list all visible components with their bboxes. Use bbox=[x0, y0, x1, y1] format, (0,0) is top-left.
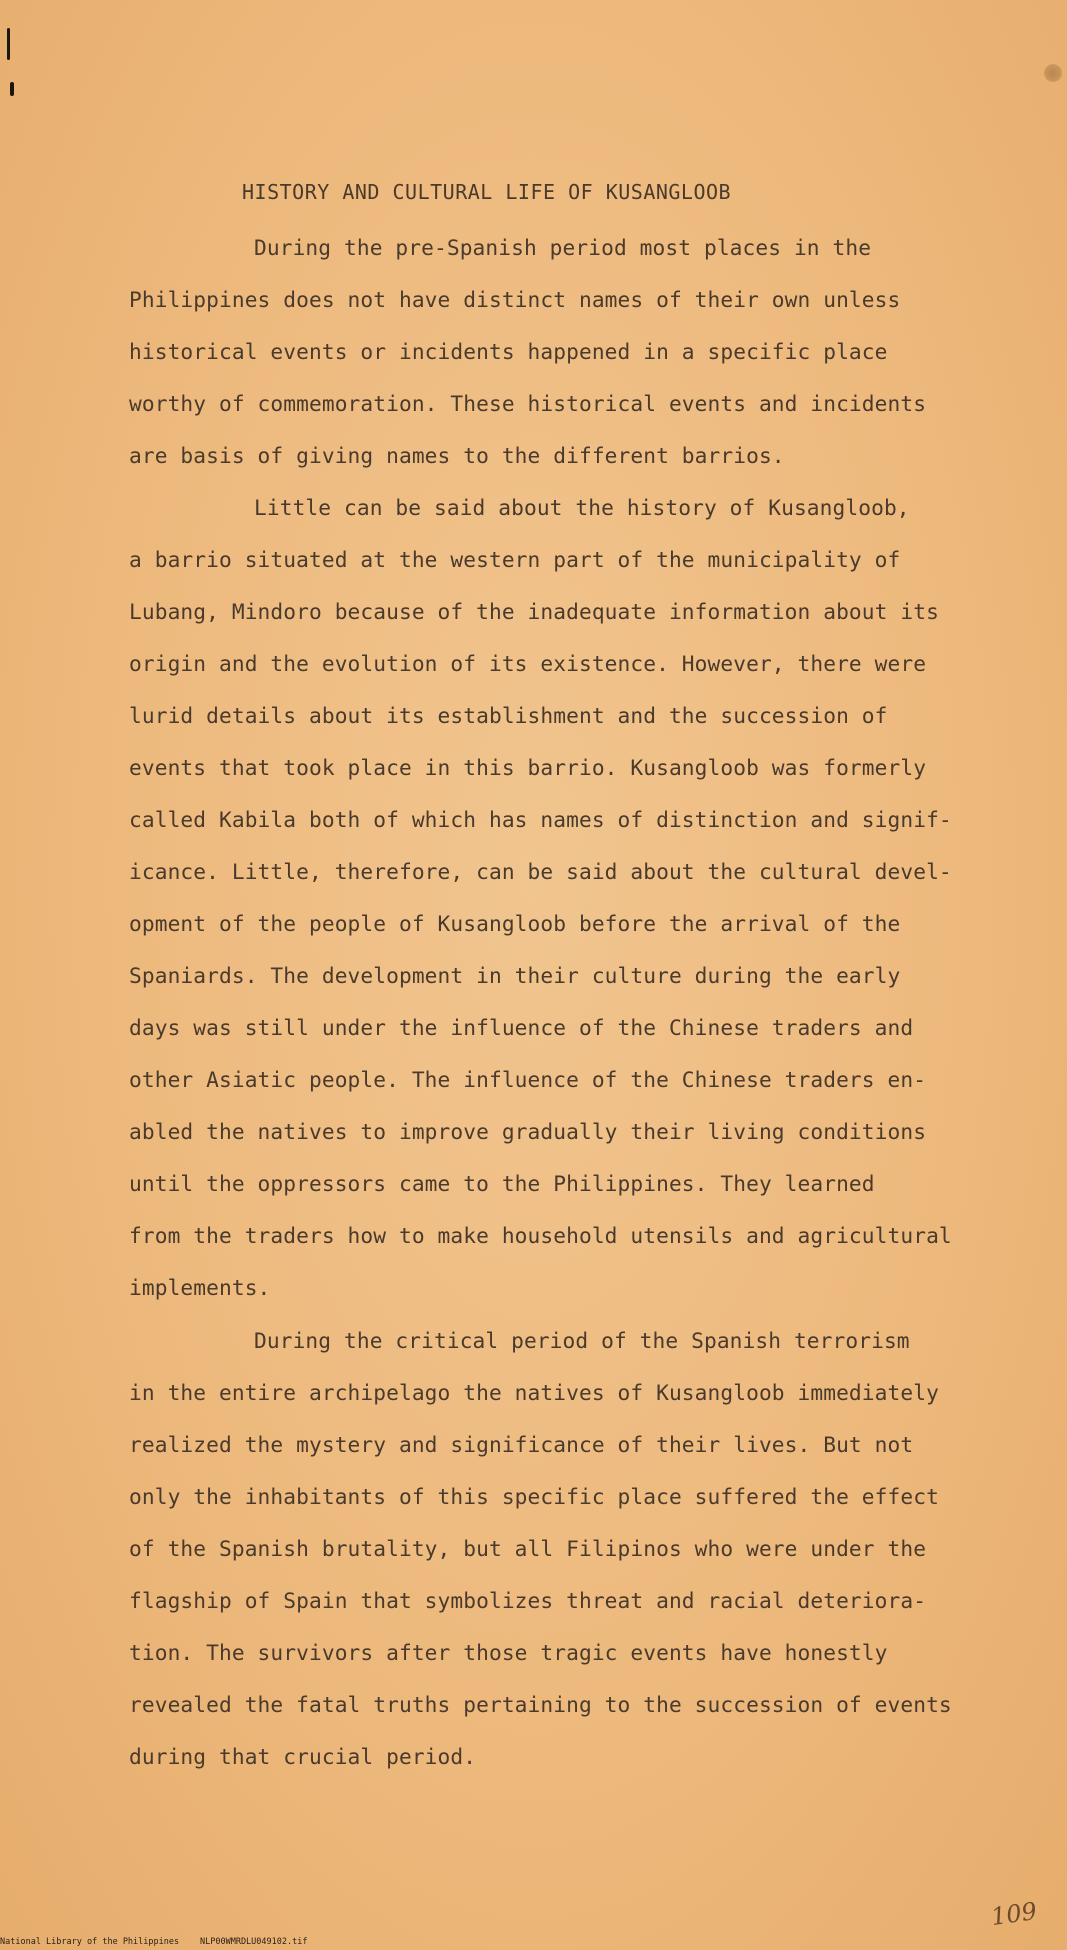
text-line: tion. The survivors after those tragic events have honestly bbox=[129, 1640, 888, 1665]
text-line: worthy of commemoration. These historical events and incidents bbox=[129, 391, 927, 416]
text-line: realized the mystery and significance of their lives. But not bbox=[129, 1432, 914, 1457]
text-line: until the oppressors came to the Philippines. They learned bbox=[129, 1171, 875, 1196]
text-line: of the Spanish brutality, but all Filipinos who were under the bbox=[129, 1536, 927, 1561]
binding-mark-top bbox=[7, 28, 10, 60]
paragraph-history-of-kusangloob bbox=[129, 482, 952, 1314]
paragraph-pre-spanish-period bbox=[129, 222, 949, 482]
text-line: During the pre-Spanish period most places in the bbox=[254, 235, 872, 260]
text-line: origin and the evolution of its existence. However, there were bbox=[129, 651, 927, 676]
text-line: revealed the fatal truths pertaining to the succession of events bbox=[129, 1692, 952, 1717]
text-line: opment of the people of Kusangloob before the arrival of the bbox=[129, 911, 901, 936]
text-line: a barrio situated at the western part of the municipality of bbox=[129, 547, 901, 572]
text-line: Little can be said about the history of Kusangloob, bbox=[254, 495, 910, 520]
text-line: lurid details about its establishment and the succession of bbox=[129, 703, 888, 728]
binding-mark-bottom bbox=[10, 82, 14, 96]
library-caption: National Library of the Philippines bbox=[0, 1937, 180, 1947]
text-line: events that took place in this barrio. Kusangloob was formerly bbox=[129, 755, 927, 780]
paper-stain bbox=[1044, 64, 1062, 82]
text-line: Spaniards. The development in their culture during the early bbox=[129, 963, 901, 988]
paragraph-spanish-terrorism bbox=[129, 1315, 952, 1783]
text-line: days was still under the influence of the Chinese traders and bbox=[129, 1015, 914, 1040]
text-line: During the critical period of the Spanish terrorism bbox=[254, 1328, 910, 1353]
handwritten-page-number: 109 bbox=[989, 1896, 1039, 1932]
text-line: other Asiatic people. The influence of the Chinese traders en- bbox=[129, 1067, 927, 1092]
text-line: in the entire archipelago the natives of Kusangloob immediately bbox=[129, 1380, 939, 1405]
text-line: flagship of Spain that symbolizes threat and racial deteriora- bbox=[129, 1588, 927, 1613]
text-line: Lubang, Mindoro because of the inadequate information about its bbox=[129, 599, 939, 624]
text-line: called Kabila both of which has names of distinction and signif- bbox=[129, 807, 952, 832]
text-line: historical events or incidents happened in a specific place bbox=[129, 339, 888, 364]
text-line: only the inhabitants of this specific place suffered the effect bbox=[129, 1484, 939, 1509]
document-title: HISTORY AND CULTURAL LIFE OF KUSANGLOOB bbox=[242, 180, 732, 204]
text-line: during that crucial period. bbox=[129, 1744, 477, 1769]
text-line: Philippines does not have distinct names of their own unless bbox=[129, 287, 901, 312]
text-line: icance. Little, therefore, can be said about the cultural devel- bbox=[129, 859, 952, 884]
text-line: are basis of giving names to the different barrios. bbox=[129, 443, 785, 468]
text-line: from the traders how to make household utensils and agricultural bbox=[129, 1223, 952, 1248]
scan-filename: NLP00WMRDLU049102.tif bbox=[200, 1937, 308, 1947]
text-line: abled the natives to improve gradually their living conditions bbox=[129, 1119, 927, 1144]
text-line: implements. bbox=[129, 1275, 271, 1300]
